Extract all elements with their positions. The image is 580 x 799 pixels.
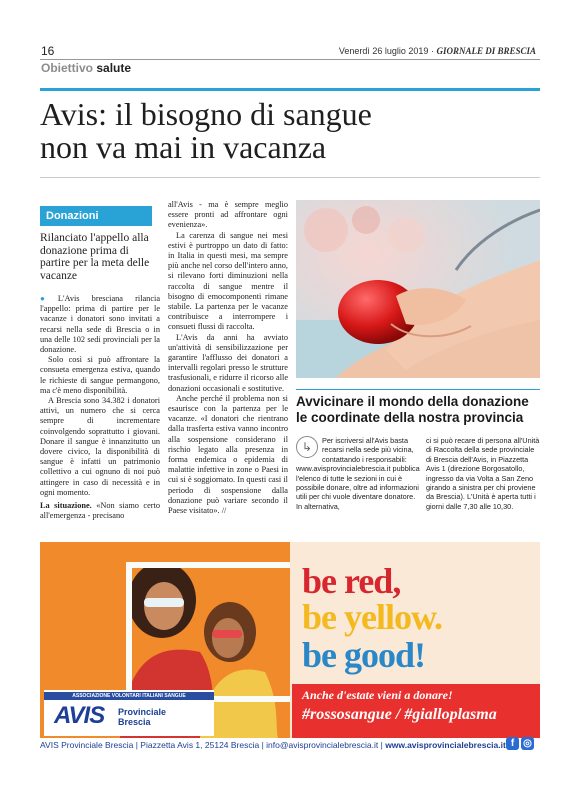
dateline bbox=[339, 46, 536, 56]
article-photo bbox=[296, 200, 540, 378]
sidebar-rule bbox=[296, 389, 540, 390]
deck: Rilanciato l'appello alla donazione prima di partire per la meta delle vacanze bbox=[40, 232, 150, 282]
subhead: La situazione. bbox=[40, 501, 92, 511]
headline-line-2: non va mai in vacanza bbox=[40, 129, 327, 165]
instagram-icon[interactable]: ◎ bbox=[521, 737, 534, 750]
headline bbox=[40, 98, 520, 164]
article-column-2 bbox=[168, 200, 288, 516]
avis-association-label: ASSOCIAZIONE VOLONTARI ITALIANI SANGUE bbox=[44, 692, 214, 700]
ad-slogan-3: be good! bbox=[302, 635, 426, 675]
paragraph-text: «Non siamo certo all'emergenza - precisano bbox=[40, 501, 161, 521]
paragraph: Anche perché il problema non si esaurisce con la partenza per le vacanze. «I donatori che rientrano dalla trasferta estiva vanno incontro alla sospensione considerano il rischio legato alla presenza in forma endemica o epidemia di malattie infettive in zone o Paesi in cui si è soggiornato. In questi casi il periodo di sospensione dalla donazione può variare secondo il Paese visitato». // bbox=[168, 393, 288, 516]
sidebar-text-a-content: Per iscriversi all'Avis basta recarsi nella sede più vicina, contattando i responsabili: www.avisprovincialebrescia.it pubblica l'elenco di tutte le sezioni in cui è possibile donare, oltre ad informazioni utili per chi vuole diventare donatore. In alternativa, bbox=[296, 436, 420, 511]
avis-logo: AVIS bbox=[54, 702, 105, 729]
footer-url[interactable]: www.avisprovincialebrescia.it bbox=[385, 740, 506, 750]
sidebar-text-a bbox=[296, 436, 421, 511]
paragraph bbox=[40, 501, 160, 521]
ad-tagline: Anche d'estate vieni a donare! bbox=[302, 688, 453, 702]
headline-line-1: Avis: il bisogno di sangue bbox=[40, 96, 372, 132]
section-rule bbox=[40, 88, 540, 91]
sidebar-text-b: ci si può recare di persona all'Unità di Raccolta della sede provinciale di Brescia dell'Avis, in Piazzetta Avis 1 (direzione Borgosatollo, ingresso da via Volta a San Zeno girando a sinistra per chi proviene da Brescia). L'Unità è aperta tutti i giorni dalle 7,30 alle 10,30. bbox=[426, 436, 540, 511]
arrow-icon: ↳ bbox=[296, 436, 318, 458]
date: Venerdì 26 luglio 2019 bbox=[338, 46, 429, 56]
paragraph-text: L'Avis bresciana rilancia l'appello: prima di partire per le vacanze i donatori sono invitati a recarsi nella sede di Brescia o in una delle 102 sedi provinciali per la donazione. bbox=[40, 294, 160, 355]
section-part-2: salute bbox=[96, 61, 132, 75]
facebook-icon[interactable]: f bbox=[506, 737, 519, 750]
dateline-separator: · bbox=[430, 46, 434, 56]
paragraph: La carenza di sangue nei mesi estivi è purtroppo un dato di fatto: in Italia in questi mesi, ma sempre più anche nel corso dell'intero anno, si rilevano forti diminuzioni nella raccolta di sangue mentre il bisogno di emocomponenti rimane stabile. La partenza per le vacanze contribuisce a interrompere i consueti flussi di raccolta. bbox=[168, 230, 288, 332]
avis-logo-sub-2: Brescia bbox=[118, 717, 151, 727]
kicker: Donazioni bbox=[40, 206, 152, 226]
polaroid-frame bbox=[126, 562, 310, 702]
paragraph: all'Avis - ma è sempre meglio essere pronti ad affrontare ogni evenienza». bbox=[168, 200, 288, 230]
ad-hashtags: #rossosangue / #gialloplasma bbox=[302, 706, 497, 723]
headline-rule bbox=[40, 177, 540, 178]
header-rule bbox=[40, 59, 540, 60]
paragraph: L'Avis da anni ha avviato un'attività di sensibilizzazione per garantire l'afflusso dei donatori a intervalli regolari presso le strutture trasfusionali, e ridurre il ricorso alle donazioni occasionali e sostitutive. bbox=[168, 332, 288, 393]
paragraph bbox=[40, 294, 160, 355]
avis-logo-subtitle bbox=[118, 707, 166, 727]
bullet-icon: ● bbox=[40, 294, 55, 303]
paragraph: A Brescia sono 34.382 i donatori attivi, un numero che si cerca sempre di incrementare coinvolgendo soprattutto i giovani. Donare il sangue è innanzitutto un dovere civico, la disponibilità di sangue è infatti un patrimonio collettivo a cui ognuno di noi può attingere in caso di necessità e in ogni momento. bbox=[40, 396, 160, 497]
ad-slogan-1: be red, bbox=[302, 561, 401, 601]
avis-advertisement bbox=[40, 542, 540, 738]
section-label bbox=[41, 61, 131, 75]
ad-slogan-2: be yellow. bbox=[302, 597, 442, 637]
sidebar-title: Avvicinare il mondo della donazione le coordinate della nostra provincia bbox=[296, 394, 529, 425]
avis-logo-sub-1: Provinciale bbox=[118, 707, 167, 717]
page-number: 16 bbox=[41, 44, 55, 58]
footer-contacts: AVIS Provinciale Brescia | Piazzetta Avis 1, 25124 Brescia | info@avisprovincialebrescia.it | bbox=[40, 740, 386, 750]
newspaper-name: GIORNALE DI BRESCIA bbox=[436, 46, 536, 56]
blood-donation-photo bbox=[296, 200, 540, 378]
section-part-1: Obiettivo bbox=[41, 61, 94, 75]
ad-footer bbox=[40, 737, 540, 753]
paragraph: Solo così si può affrontare la consueta emergenza estiva, quando le richieste di sangue permangono, ma c'è meno disponibilità. bbox=[40, 355, 160, 395]
article-column-1 bbox=[40, 294, 160, 521]
